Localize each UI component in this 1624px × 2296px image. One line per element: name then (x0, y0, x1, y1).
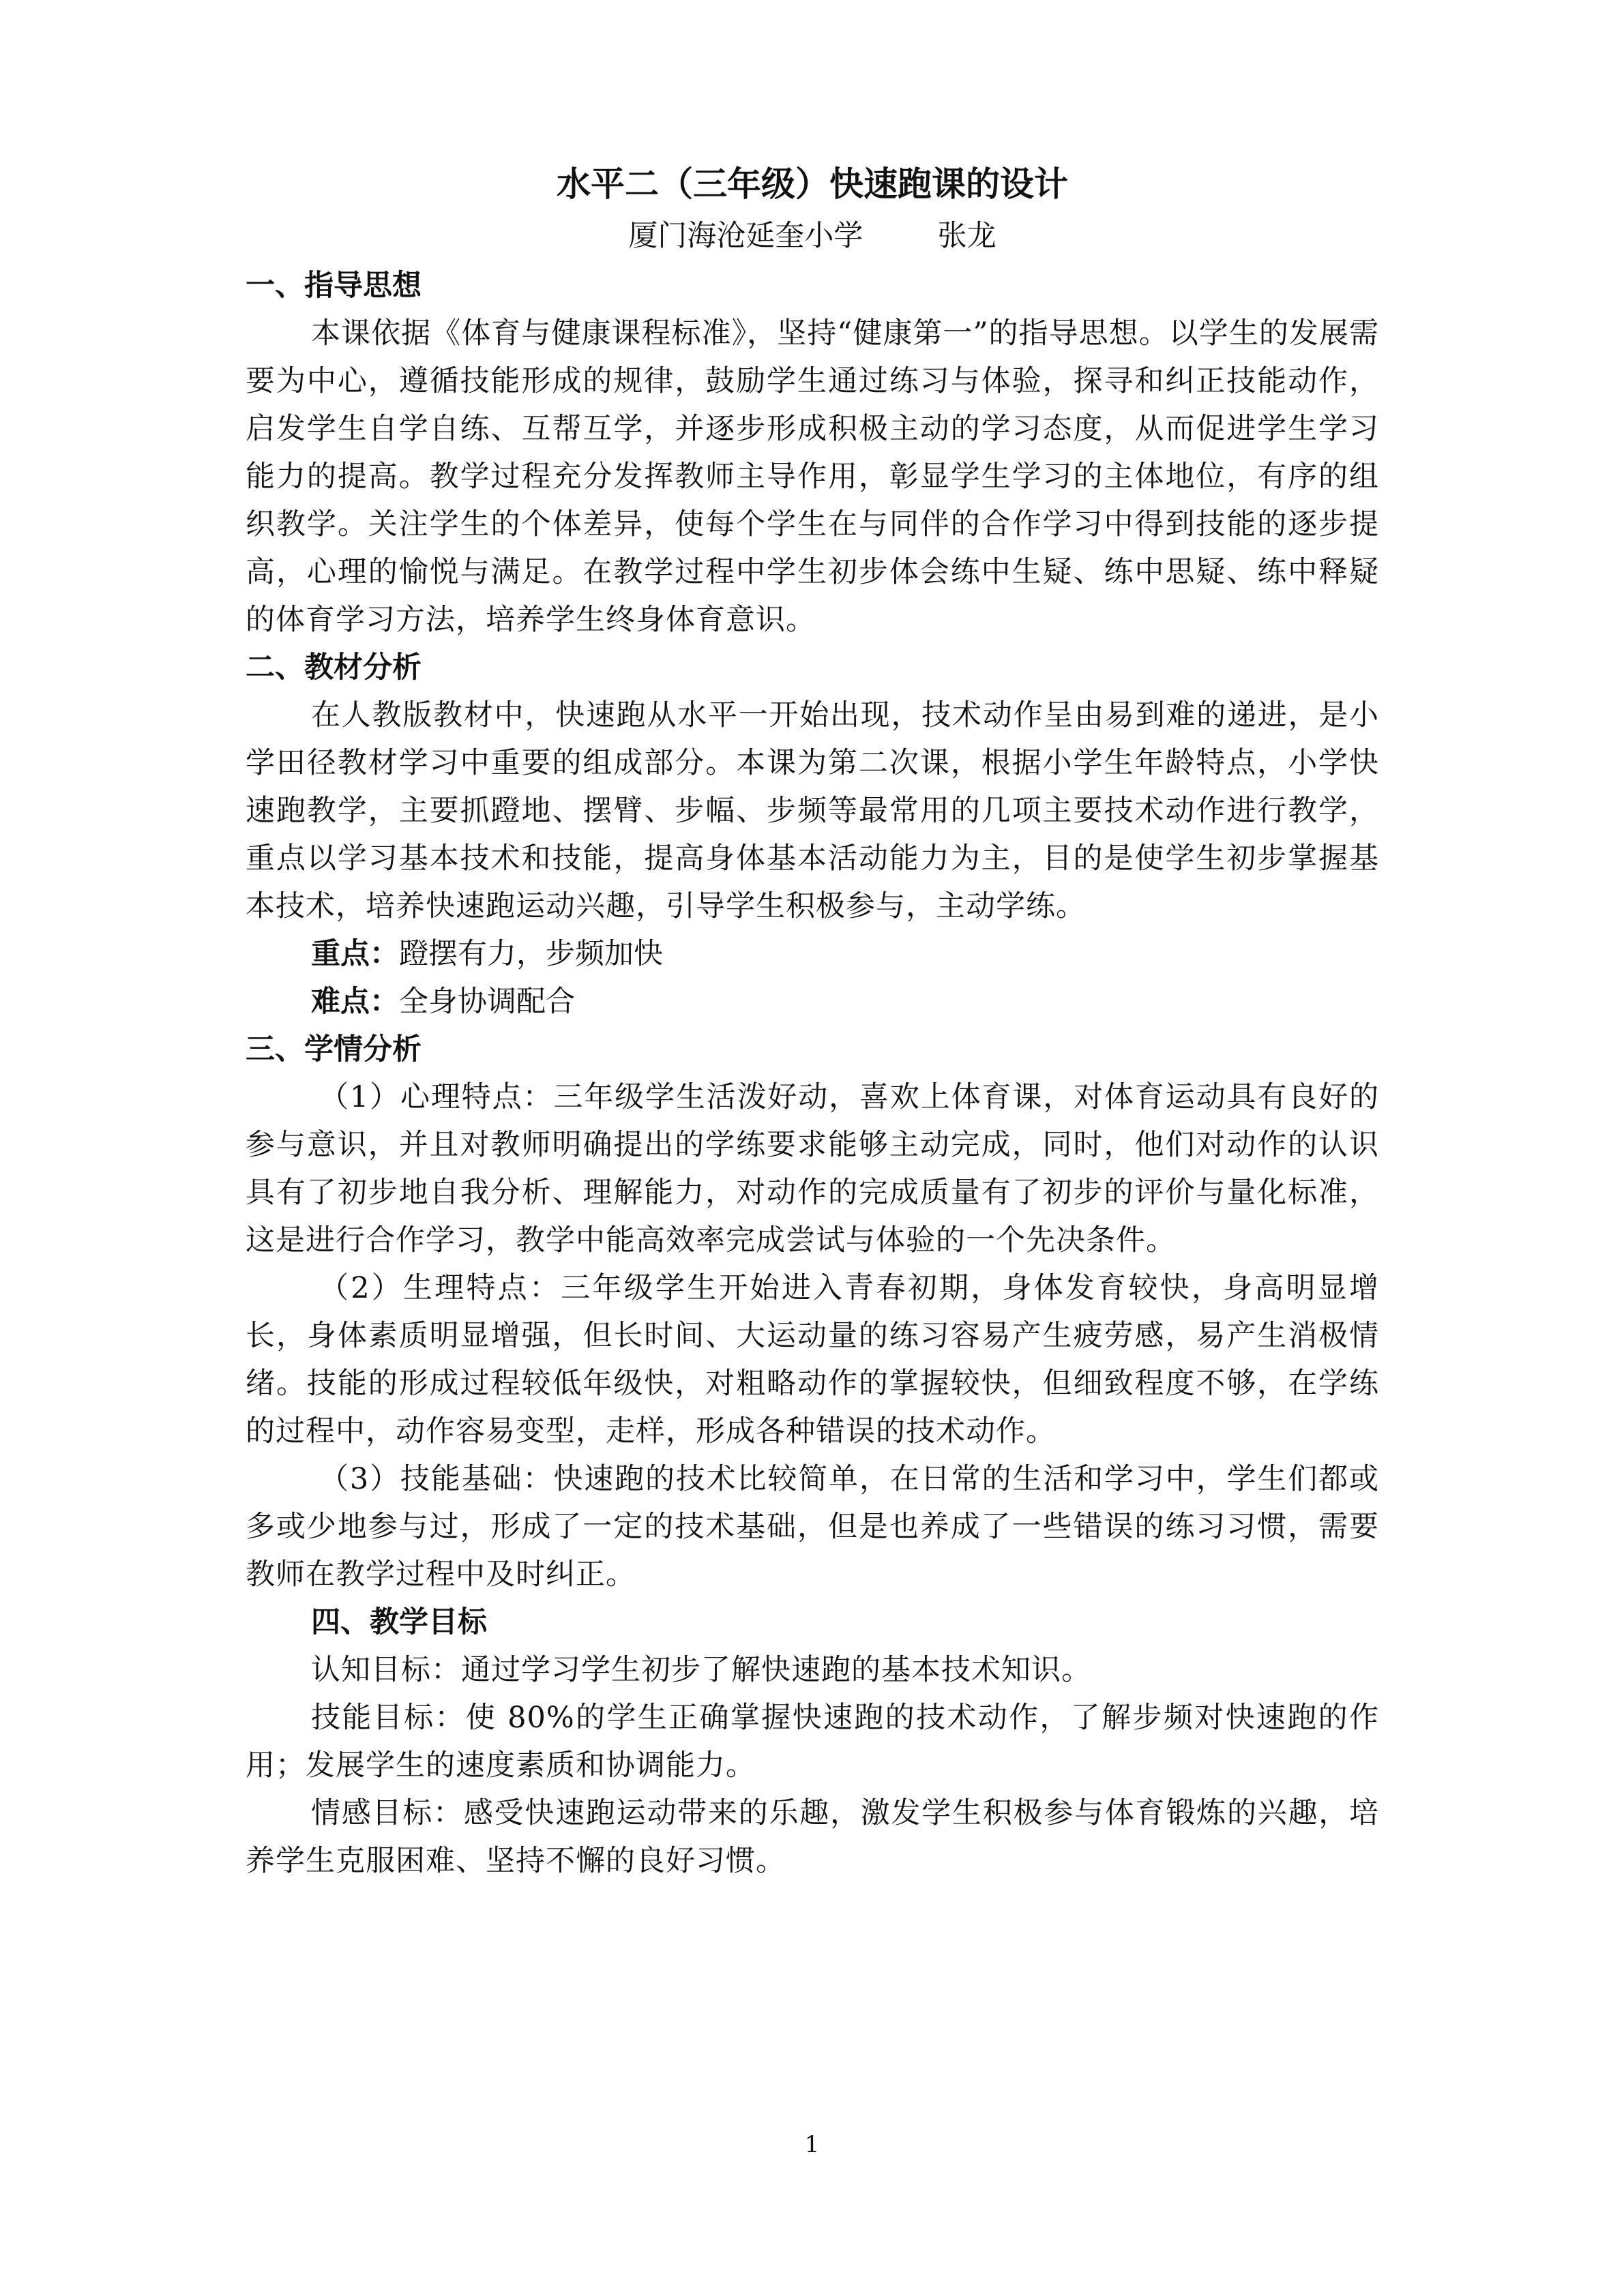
section-heading-material-analysis: 二、教材分析 (246, 651, 422, 685)
difficulty-line (246, 978, 1379, 1026)
difficulty-text: 全身协调配合 (399, 985, 575, 1019)
key-point-text: 蹬摆有力，步频加快 (399, 937, 663, 971)
paragraph-cognitive-goal: 认知目标：通过学习学生初步了解快速跑的基本技术知识。 (311, 1653, 1091, 1687)
paragraph-skill-foundation: （3）技能基础：快速跑的技术比较简单，在日常的生活和学习中，学生们都或多或少地参与过，形成了一定的技术基础，但是也养成了一些错误的练习习惯，需要教师在教学过程中及时纠正。 (246, 1462, 1379, 1592)
key-point-label: 重点： (311, 937, 399, 971)
paragraph-physiological-traits: （2）生理特点：三年级学生开始进入青春初期，身体发育较快，身高明显增长，身体素质明显增强，但长时间、大运动量的练习容易产生疲劳感，易产生消极情绪。技能的形成过程较低年级快，对粗略动作的掌握较快，但细致程度不够，在学练的过程中，动作容易变型，走样，形成各种错误的技术动作。 (246, 1271, 1379, 1448)
paragraph-guiding-ideology: 本课依据《体育与健康课程标准》，坚持“健康第一”的指导思想。以学生的发展需要为中心，遵循技能形成的规律，鼓励学生通过练习与体验，探寻和纠正技能动作，启发学生自学自练、互帮互学，并逐步形成积极主动的学习态度，从而促进学生学习能力的提高。教学过程充分发挥教师主导作用，彰显学生学习的主体地位，有序的组织教学。关注学生的个体差异，使每个学生在与同伴的合作学习中得到技能的逐步提高，心理的愉悦与满足。在教学过程中学生初步体会练中生疑、练中思疑、练中释疑的体育学习方法，培养学生终身体育意识。 (246, 316, 1379, 637)
section-heading-teaching-goals: 四、教学目标 (311, 1605, 487, 1639)
document-content (246, 157, 1379, 1885)
paragraph-affective-goal: 情感目标：感受快速跑运动带来的乐趣，激发学生积极参与体育锻炼的兴趣，培养学生克服困难、坚持不懈的良好习惯。 (246, 1796, 1379, 1878)
difficulty-label: 难点： (311, 985, 399, 1019)
key-point-line (246, 930, 1379, 978)
author-line: 厦门海沧延奎小学 张龙 (628, 219, 996, 253)
section-heading-learner-analysis: 三、学情分析 (246, 1032, 422, 1067)
paragraph-material-analysis: 在人教版教材中，快速跑从水平一开始出现，技术动作呈由易到难的递进，是小学田径教材学习中重要的组成部分。本课为第二次课，根据小学生年龄特点，小学快速跑教学，主要抓蹬地、摆臂、步幅、步频等最常用的几项主要技术动作进行教学，重点以学习基本技术和技能，提高身体基本活动能力为主，目的是使学生初步掌握基本技术，培养快速跑运动兴趣，引导学生积极参与，主动学练。 (246, 698, 1379, 923)
page-number: 1 (804, 2131, 820, 2158)
document-title: 水平二（三年级）快速跑课的设计 (557, 164, 1068, 204)
section-heading-guiding-ideology: 一、指导思想 (246, 269, 422, 303)
paragraph-skill-goal: 技能目标：使 80%的学生正确掌握快速跑的技术动作，了解步频对快速跑的作用；发展学生的速度素质和协调能力。 (246, 1701, 1379, 1783)
paragraph-psychological-traits: （1）心理特点：三年级学生活泼好动，喜欢上体育课，对体育运动具有良好的参与意识，并且对教师明确提出的学练要求能够主动完成，同时，他们对动作的认识具有了初步地自我分析、理解能力，对动作的完成质量有了初步的评价与量化标准，这是进行合作学习，教学中能高效率完成尝试与体验的一个先决条件。 (246, 1080, 1379, 1257)
